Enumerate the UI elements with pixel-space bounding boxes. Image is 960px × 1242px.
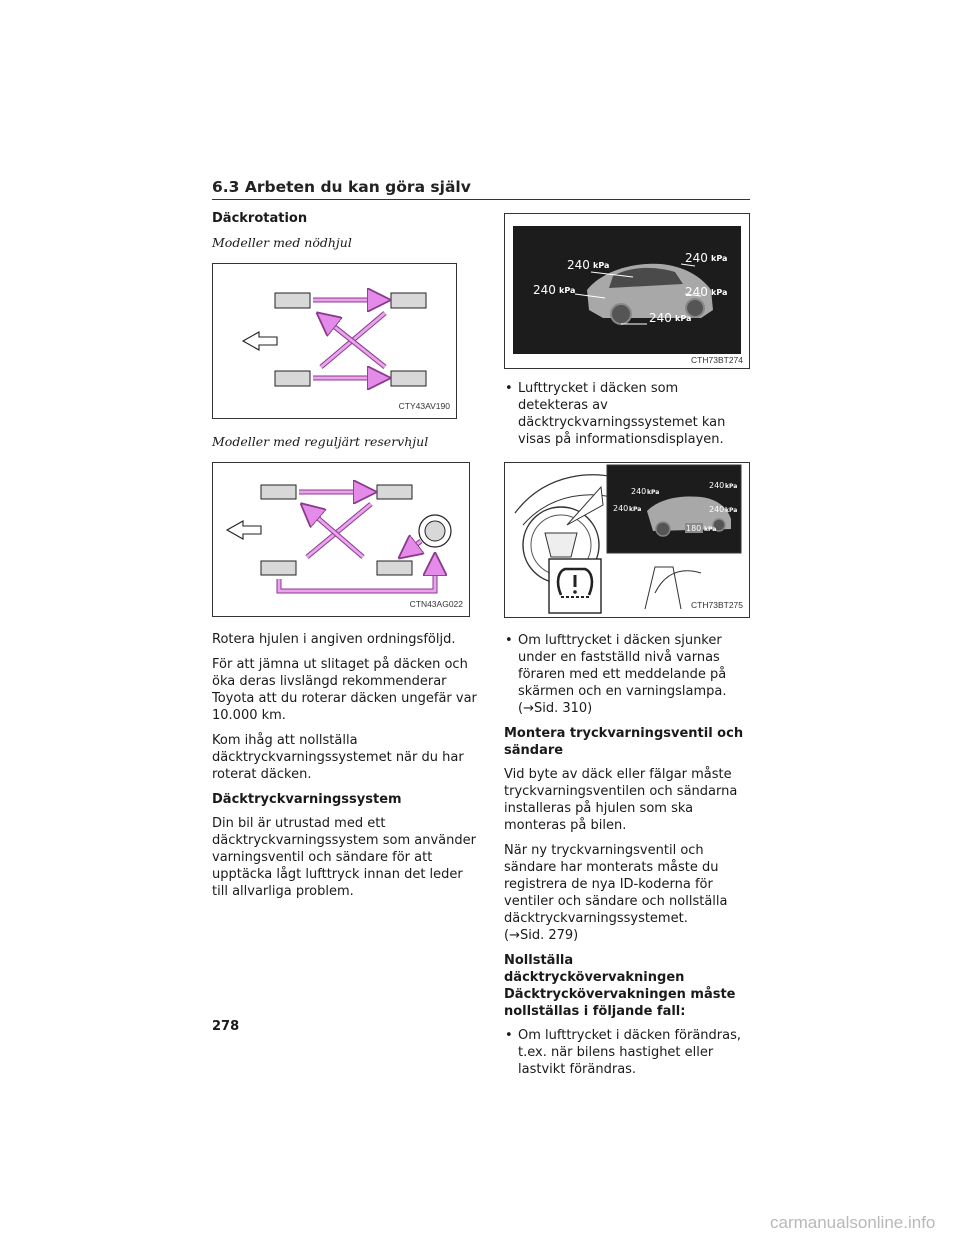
pressure-value: 240 bbox=[709, 481, 725, 490]
figure-code: CTH73BT275 bbox=[691, 600, 743, 610]
section-title: 6.3 Arbeten du kan göra själv bbox=[212, 178, 471, 196]
low-pressure-value: 180 bbox=[686, 524, 702, 533]
para-install: Vid byte av däck eller fälgar måste tryckvarningsventilen och sändarna installeras på hjulen som ska monteras på bilen. bbox=[504, 767, 738, 833]
pressure-value: 240 bbox=[533, 283, 556, 297]
pressure-unit: kPa bbox=[711, 254, 728, 263]
para-rotate: Rotera hjulen i angiven ordningsföljd. bbox=[212, 632, 456, 647]
bullet-reset: • Om lufttrycket i däcken förändras, t.ex. när bilens hastighet eller lastvikt förändras. bbox=[504, 1027, 752, 1078]
para-register-ref: (→Sid. 279) bbox=[504, 928, 579, 943]
pressure-unit: kPa bbox=[675, 314, 692, 323]
pressure-unit: kPa bbox=[711, 288, 728, 297]
left-column bbox=[212, 210, 482, 908]
bullet-display: • Lufttrycket i däcken som detekteras av däcktryckvarningssystemet kan visas på informationsdisplayen. bbox=[504, 380, 752, 448]
pressure-value: 240 bbox=[685, 285, 708, 299]
dashboard-warning-figure bbox=[504, 462, 750, 618]
pressure-value: 240 bbox=[613, 504, 629, 513]
pressure-value: 240 bbox=[709, 505, 725, 514]
para-reset: Kom ihåg att nollställa däcktryckvarningssystemet när du har roterat däcken. bbox=[212, 733, 464, 782]
para-tpws: Din bil är utrustad med ett däcktryckvarningssystem som använder varningsventil och sändare för att upptäcka lågt lufttryck innan det leder till allvarliga problem. bbox=[212, 816, 476, 899]
bullet-warning: • Om lufttrycket i däcken sjunker under en fastställd nivå varnas föraren med ett meddelande på skärmen och en varningslampa. (→Sid. 310) bbox=[504, 632, 752, 717]
pressure-value: 240 bbox=[685, 251, 708, 265]
figure-code: CTH73BT274 bbox=[691, 355, 743, 365]
pressure-unit: kPa bbox=[629, 506, 642, 513]
figure-code: CTY43AV190 bbox=[398, 401, 450, 411]
heading-reset: Nollställa däcktryckövervakningen Däcktryckövervakningen måste nollställas i följande fall: bbox=[504, 953, 736, 1019]
para-register: När ny tryckvarningsventil och sändare har monterats måste du registrera de nya ID-koderna för ventiler och sändare och nollställa däcktryckvarningssystemet. bbox=[504, 843, 728, 926]
right-column bbox=[504, 380, 752, 1086]
watermark: carmanualsonline.info bbox=[770, 1213, 936, 1232]
pressure-unit: kPa bbox=[704, 526, 717, 533]
rotation-diagram-spare bbox=[212, 263, 457, 419]
header-rule bbox=[212, 199, 750, 200]
pressure-unit: kPa bbox=[593, 261, 610, 270]
heading-tpws: Däcktryckvarningssystem bbox=[212, 792, 402, 807]
pressure-unit: kPa bbox=[725, 483, 738, 490]
pressure-unit: kPa bbox=[647, 489, 660, 496]
pressure-unit: kPa bbox=[559, 286, 576, 295]
pressure-value: 240 bbox=[567, 258, 590, 272]
pressure-value: 240 bbox=[631, 487, 647, 496]
rotation-diagram-regular bbox=[212, 462, 470, 617]
caption-spare: Modeller med nödhjul bbox=[212, 235, 352, 250]
pressure-value: 240 bbox=[649, 311, 672, 325]
heading-rotation: Däckrotation bbox=[212, 211, 308, 226]
figure-code: CTN43AG022 bbox=[409, 599, 463, 609]
para-wear: För att jämna ut slitaget på däcken och öka deras livslängd rekommenderar Toyota att du roterar däcken ungefär var 10.000 km. bbox=[212, 657, 477, 723]
caption-regular: Modeller med reguljärt reservhjul bbox=[212, 434, 429, 449]
heading-install: Montera tryckvarningsventil och sändare bbox=[504, 726, 744, 758]
page-number: 278 bbox=[212, 1019, 240, 1034]
tire-pressure-display-figure bbox=[504, 213, 750, 369]
pressure-unit: kPa bbox=[725, 507, 738, 514]
